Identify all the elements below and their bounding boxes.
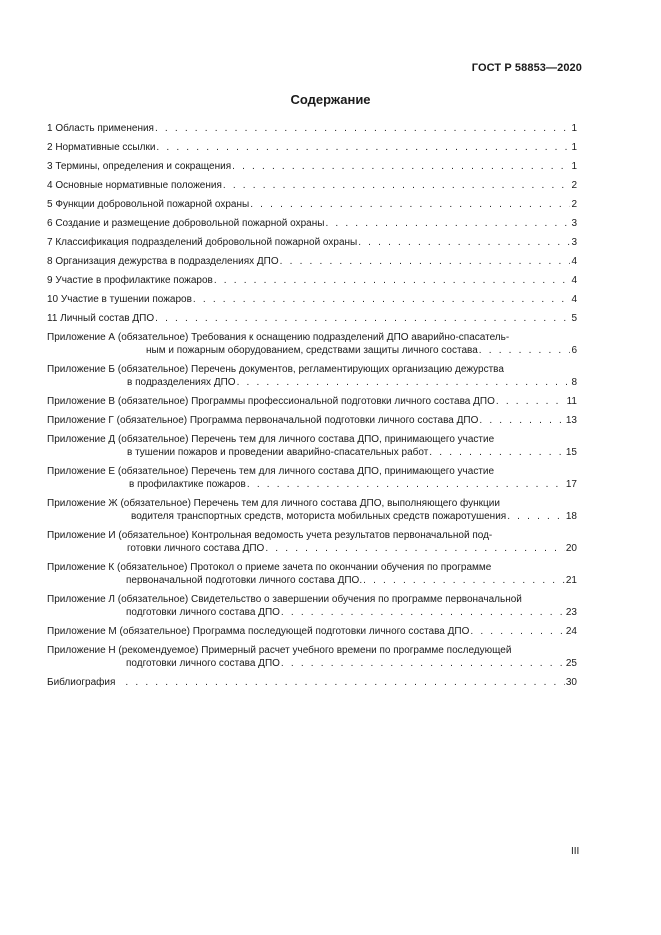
toc-entry-8[interactable]: 8 Организация дежурства в подразделениях ДПО . . . 4 bbox=[47, 255, 577, 268]
document-code: ГОСТ Р 58853—2020 bbox=[471, 62, 582, 74]
toc-entry-5[interactable]: 5 Функции добровольной пожарной охраны . . . 2 bbox=[47, 198, 577, 211]
toc-appendix-g[interactable]: Приложение Г (обязательное) Программа первоначальной подготовки личного состава ДПО . . . 13 bbox=[47, 414, 577, 427]
toc-appendix-l[interactable]: Приложение Л (обязательное) Свидетельство о завершении обучения по программе первоначальной подготовки личного состава ДПО . . . 23 bbox=[47, 593, 577, 619]
toc-appendix-d[interactable]: Приложение Д (обязательное) Перечень тем для личного состава ДПО, принимающего участие в тушении пожаров и проведении аварийно-спасательных работ . . . 15 bbox=[47, 433, 577, 459]
appendix-title: Приложение Н (рекомендуемое) Примерный расчет учебного времени по программе последующей bbox=[47, 645, 512, 656]
toc-appendix-n[interactable]: Приложение Н (рекомендуемое) Примерный расчет учебного времени по программе последующей подготовки личного состава ДПО . . . 25 bbox=[47, 644, 577, 670]
toc-appendix-e[interactable]: Приложение Е (обязательное) Перечень тем для личного состава ДПО, принимающего участие в профилактике пожаров . . . 17 bbox=[47, 465, 577, 491]
appendix-title: Приложение Д (обязательное) Перечень тем для личного состава ДПО, принимающего участие bbox=[47, 434, 495, 445]
toc-entry-2[interactable]: 2 Нормативные ссылки . . . 1 bbox=[47, 141, 577, 154]
toc-entry-7[interactable]: 7 Классификация подразделений добровольной пожарной охраны . . . 3 bbox=[47, 236, 577, 249]
toc-appendix-i[interactable]: Приложение И (обязательное) Контрольная ведомость учета результатов первоначальной под- готовки личного состава ДПО . . . 20 bbox=[47, 529, 577, 555]
appendix-title: Приложение Е (обязательное) Перечень тем для личного состава ДПО, принимающего участие bbox=[47, 466, 495, 477]
toc-appendix-v[interactable]: Приложение В (обязательное) Программы профессиональной подготовки личного состава ДПО . . . 11 bbox=[47, 395, 577, 408]
toc-appendix-a[interactable]: Приложение А (обязательное) Требования к оснащению подразделений ДПО аварийно-спасатель- ным и пожарным оборудованием, средствами защиты личного состава . . . 6 bbox=[47, 331, 577, 357]
toc-appendix-m[interactable]: Приложение М (обязательное) Программа последующей подготовки личного состава ДПО . . . 24 bbox=[47, 625, 577, 638]
toc-appendix-zh[interactable]: Приложение Ж (обязательное) Перечень тем для личного состава ДПО, выполняющего функции водителя транспортных средств, моториста мобильных средств пожаротушения . . . 18 bbox=[47, 497, 577, 523]
toc-entry-1[interactable]: 1 Область применения . . . 1 bbox=[47, 122, 577, 135]
appendix-title: Приложение К (обязательное) Протокол о приеме зачета по окончании обучения по программе bbox=[47, 562, 492, 573]
toc-bibliography[interactable]: Библиография . . . 30 bbox=[47, 676, 577, 689]
appendix-title: Приложение Ж (обязательное) Перечень тем для личного состава ДПО, выполняющего функции bbox=[47, 498, 500, 509]
toc-entry-10[interactable]: 10 Участие в тушении пожаров . . . 4 bbox=[47, 293, 577, 306]
toc-appendix-b[interactable]: Приложение Б (обязательное) Перечень документов, регламентирующих организацию дежурства в подразделениях ДПО . . . 8 bbox=[47, 363, 577, 389]
appendix-title: Приложение И (обязательное) Контрольная ведомость учета результатов первоначальной под- bbox=[47, 530, 493, 541]
toc-entry-6[interactable]: 6 Создание и размещение добровольной пожарной охраны . . . 3 bbox=[47, 217, 577, 230]
page-number: III bbox=[571, 846, 580, 857]
toc-entry-9[interactable]: 9 Участие в профилактике пожаров . . . 4 bbox=[47, 274, 577, 287]
toc-entry-11[interactable]: 11 Личный состав ДПО . . . 5 bbox=[47, 312, 577, 325]
toc-appendix-k[interactable]: Приложение К (обязательное) Протокол о приеме зачета по окончании обучения по программе первоначальной подготовки личного состава ДПО. . . . 21 bbox=[47, 561, 577, 587]
toc-entry-4[interactable]: 4 Основные нормативные положения . . . 2 bbox=[47, 179, 577, 192]
toc-entry-3[interactable]: 3 Термины, определения и сокращения . . . 1 bbox=[47, 160, 577, 173]
appendix-title: Приложение А (обязательное) Требования к оснащению подразделений ДПО аварийно-спасатель- bbox=[47, 332, 510, 343]
toc-title: Содержание bbox=[290, 92, 371, 107]
table-of-contents bbox=[47, 122, 577, 695]
appendix-title: Приложение Л (обязательное) Свидетельство о завершении обучения по программе первоначальной bbox=[47, 594, 522, 605]
appendix-title: Приложение Б (обязательное) Перечень документов, регламентирующих организацию дежурства bbox=[47, 364, 504, 375]
